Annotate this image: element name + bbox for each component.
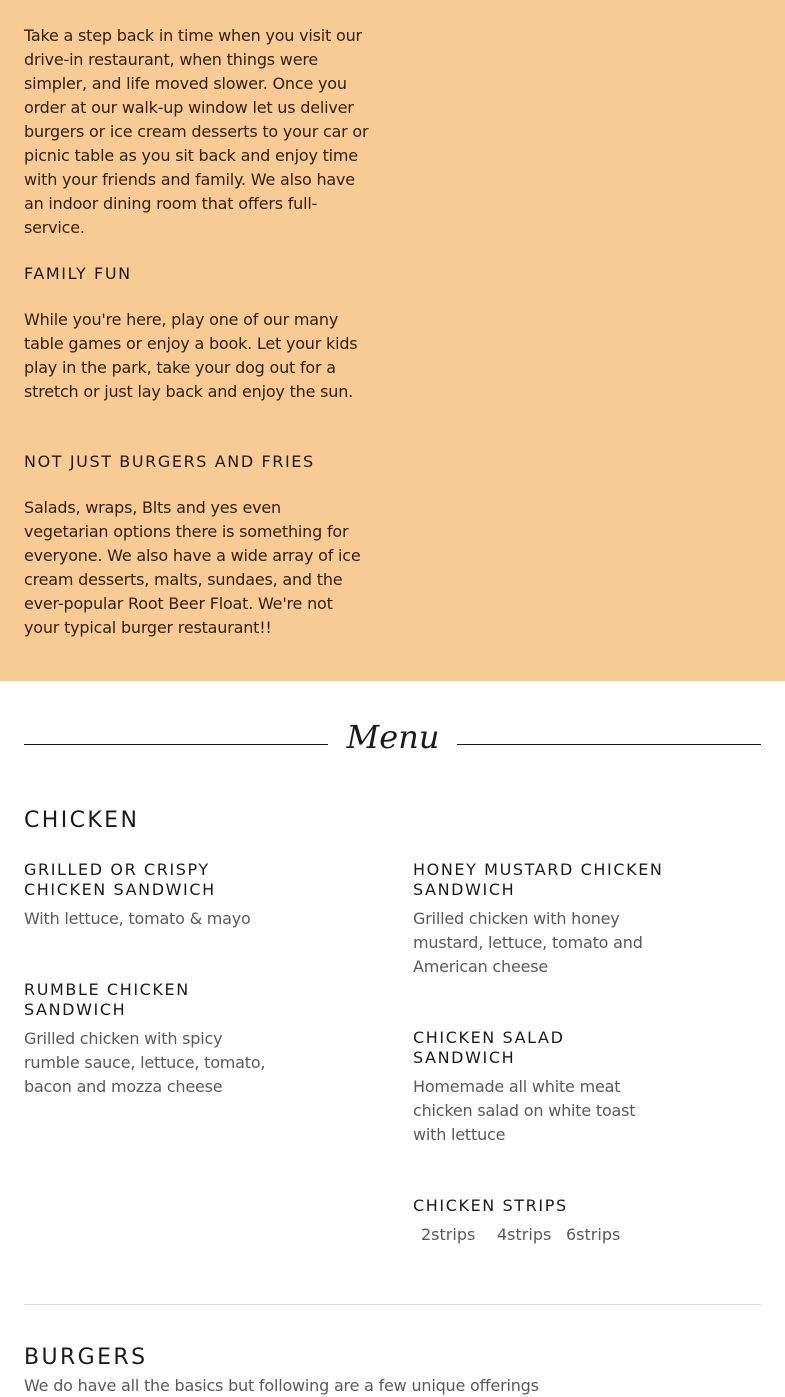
menu-item-desc: With lettuce, tomato & mayo — [24, 909, 251, 928]
not-just-burgers-text: Salads, wraps, Blts and yes even vegetarian options there is something for everyone. We also have a wide array of ice cream desserts, malts, sundaes, and the ever-popular Root Beer Float. We're not your typical burger restaurant!! — [24, 498, 361, 637]
menu-item-name: GRILLED OR CRISPY CHICKEN SANDWICH — [24, 860, 216, 899]
menu-item-name: CHICKEN STRIPS — [413, 1196, 568, 1215]
about-intro-text: Take a step back in time when you visit our drive-in restaurant, when things were simpler, and life moved slower. Once you order at our walk-up window let us deliver burgers or ice cream desserts to your car or picnic table as you sit back and enjoy time with your friends and family. We also have an indoor dining room that offers full-service. — [24, 26, 369, 237]
menu-item-name: HONEY MUSTARD CHICKEN SANDWICH — [413, 860, 664, 899]
menu-item-desc: Homemade all white meat chicken salad on white toast with lettuce — [413, 1077, 636, 1144]
strip-option: 6strips — [566, 1225, 621, 1244]
about-section — [0, 0, 785, 681]
menu-divider-left — [24, 744, 328, 745]
family-fun-text: While you're here, play one of our many table games or enjoy a book. Let your kids play in the park, take your dog out for a stretch or just lay back and enjoy the sun. — [24, 310, 358, 401]
menu-divider-right — [457, 744, 761, 745]
burgers-subtitle: We do have all the basics but following are a few unique offerings — [24, 1376, 539, 1395]
family-fun-heading: FAMILY FUN — [24, 264, 132, 283]
strip-option: 4strips — [497, 1225, 552, 1244]
section-divider — [24, 1304, 761, 1305]
menu-item-name: RUMBLE CHICKEN SANDWICH — [24, 980, 190, 1019]
chicken-section-title: CHICKEN — [24, 808, 140, 833]
burgers-section-title: BURGERS — [24, 1345, 148, 1370]
menu-item-desc: Grilled chicken with honey mustard, lettuce, tomato and American cheese — [413, 909, 643, 976]
menu-item-name: CHICKEN SALAD SANDWICH — [413, 1028, 565, 1067]
menu-item-desc: Grilled chicken with spicy rumble sauce, lettuce, tomato, bacon and mozza cheese — [24, 1029, 266, 1096]
menu-title: Menu — [346, 718, 440, 756]
strip-option: 2strips — [421, 1225, 476, 1244]
not-just-burgers-heading: NOT JUST BURGERS AND FRIES — [24, 452, 315, 471]
